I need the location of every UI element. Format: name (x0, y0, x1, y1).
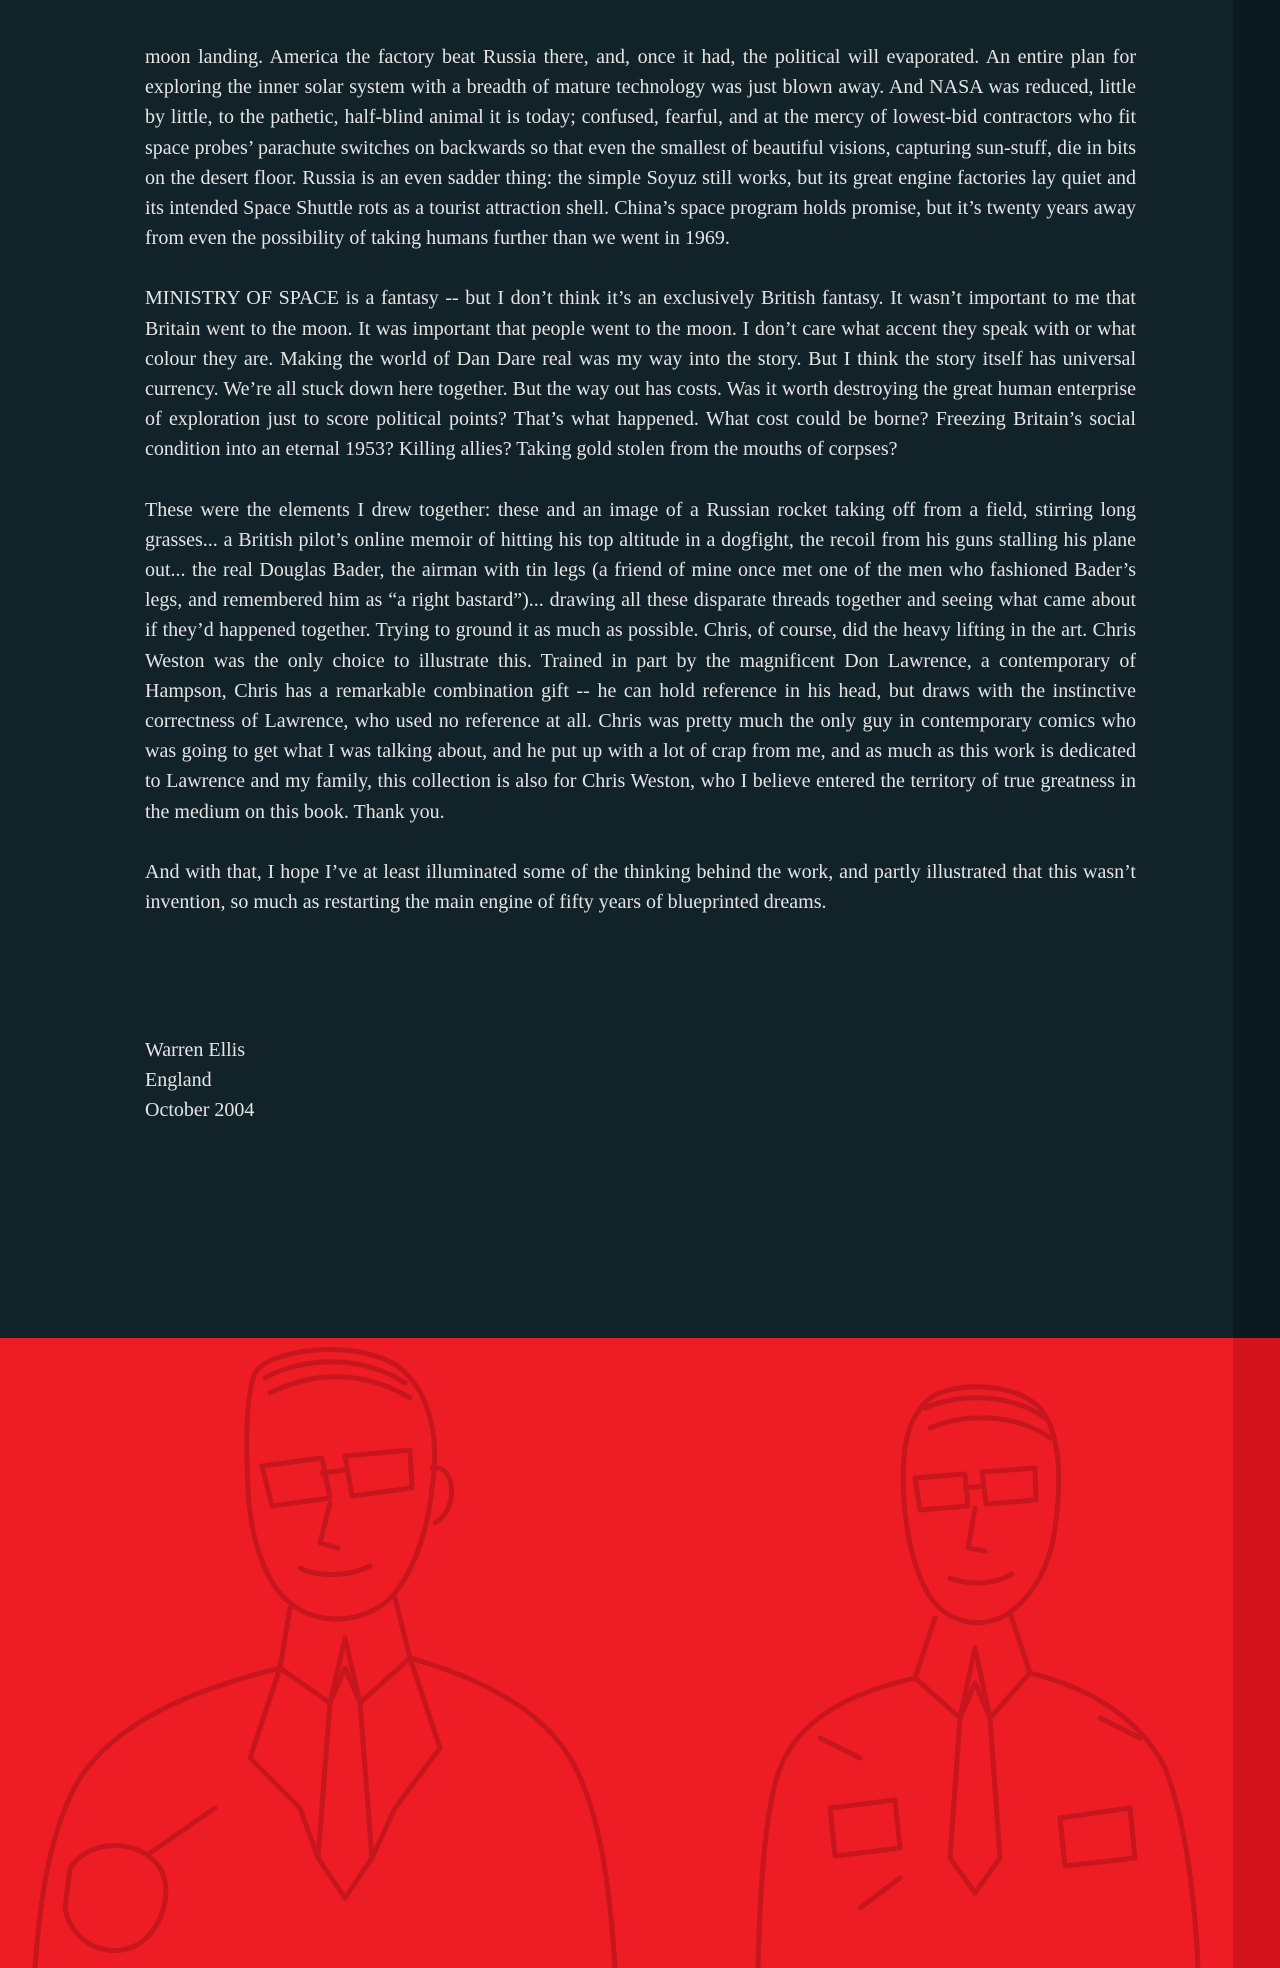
left-figure-hair (265, 1362, 410, 1398)
essay-paragraph-2: MINISTRY OF SPACE is a fantasy -- but I don’t think it’s an exclusively British fantasy. It wasn’t important to me that Britain went to the moon. It was important that people went to the moon. I don’t care what accent they speak with or what colour they are. Making the world of Dan Dare real was my way into the story. But I think the story itself has universal currency. We’re all stuck down here together. But the way out has costs. Was it worth destroying the great human enterprise of exploration just to score political points? That’s what happened. What cost could be borne? Freezing Britain’s social condition into an eternal 1953? Killing allies? Taking gold stolen from the mouths of corpses? (145, 287, 1136, 461)
essay-paragraph-4: And with that, I hope I’ve at least illuminated some of the thinking behind the work, and partly illustrated that this wasn’t invention, so much as restarting the main engine of fifty years of blueprinted dreams. (145, 860, 1136, 914)
author-name: Warren Ellis (145, 1039, 246, 1061)
author-location: England (145, 1069, 212, 1092)
right-figure-head (903, 1387, 1058, 1623)
signature-block (145, 1035, 254, 1126)
right-figure-pocket (830, 1800, 1135, 1866)
signature-date: October 2004 (145, 1099, 255, 1122)
essay-body (145, 42, 1136, 947)
page-edge-strip (1233, 0, 1280, 1338)
right-figure-glasses (915, 1468, 1036, 1510)
left-figure-collar (280, 1598, 410, 1703)
left-figure-hand (65, 1808, 215, 1951)
right-figure-collar (915, 1613, 1030, 1718)
left-figure-face (300, 1503, 370, 1575)
left-figure-jacket (35, 1658, 615, 1968)
red-illustration-panel (0, 1338, 1233, 1968)
line-art-illustration (0, 1338, 1233, 1968)
red-page-edge (1233, 1338, 1280, 1968)
essay-paragraph-1: moon landing. America the factory beat Russia there, and, once it had, the political will evaporated. An entire plan for exploring the inner solar system with a breadth of mature technology was just blown away. And NASA was reduced, little by little, to the pathetic, half-blind animal it is today; confused, fearful, and at the mercy of lowest-bid contractors who fit space probes’ parachute switches on backwards so that even the smallest of beautiful visions, capturing sun-stuff, die in bits on the desert floor. Russia is an even sadder thing: the simple Soyuz still works, but its great engine factories lay quiet and its intended Space Shuttle rots as a tourist attraction shell. China’s space program holds promise, but it’s twenty years away from even the possibility of taking humans further than we went in 1969. (145, 46, 1136, 250)
right-figure-face (950, 1508, 1012, 1583)
left-figure-lapels (250, 1658, 440, 1858)
essay-paragraph-3: These were the elements I drew together: these and an image of a Russian rocket taking off from a field, stirring long grasses... a British pilot’s online memoir of hitting his top altitude in a dogfight, the recoil from his guns stalling his plane out... the real Douglas Bader, the airman with tin legs (a friend of mine once met one of the men who fashioned Bader’s legs, and remembered him as “a right bastard”)... drawing all these disparate threads together and seeing what came about if they’d happened together. Trying to ground it as much as possible. Chris, of course, did the heavy lifting in the art. Chris Weston was the only choice to illustrate this. Trained in part by the magnificent Don Lawrence, a contemporary of Hampson, Chris has a remarkable combination gift -- he can hold reference in his head, but draws with the instinctive correctness of Lawrence, who used no reference at all. Chris was pretty much the only guy in contemporary comics who was going to get what I was talking about, and he put up with a lot of crap from me, and as much as this work is dedicated to Lawrence and my family, this collection is also for Chris Weston, who I believe entered the territory of true greatness in the medium on this book. Thank you. (145, 498, 1136, 823)
left-figure-glasses (262, 1450, 412, 1506)
